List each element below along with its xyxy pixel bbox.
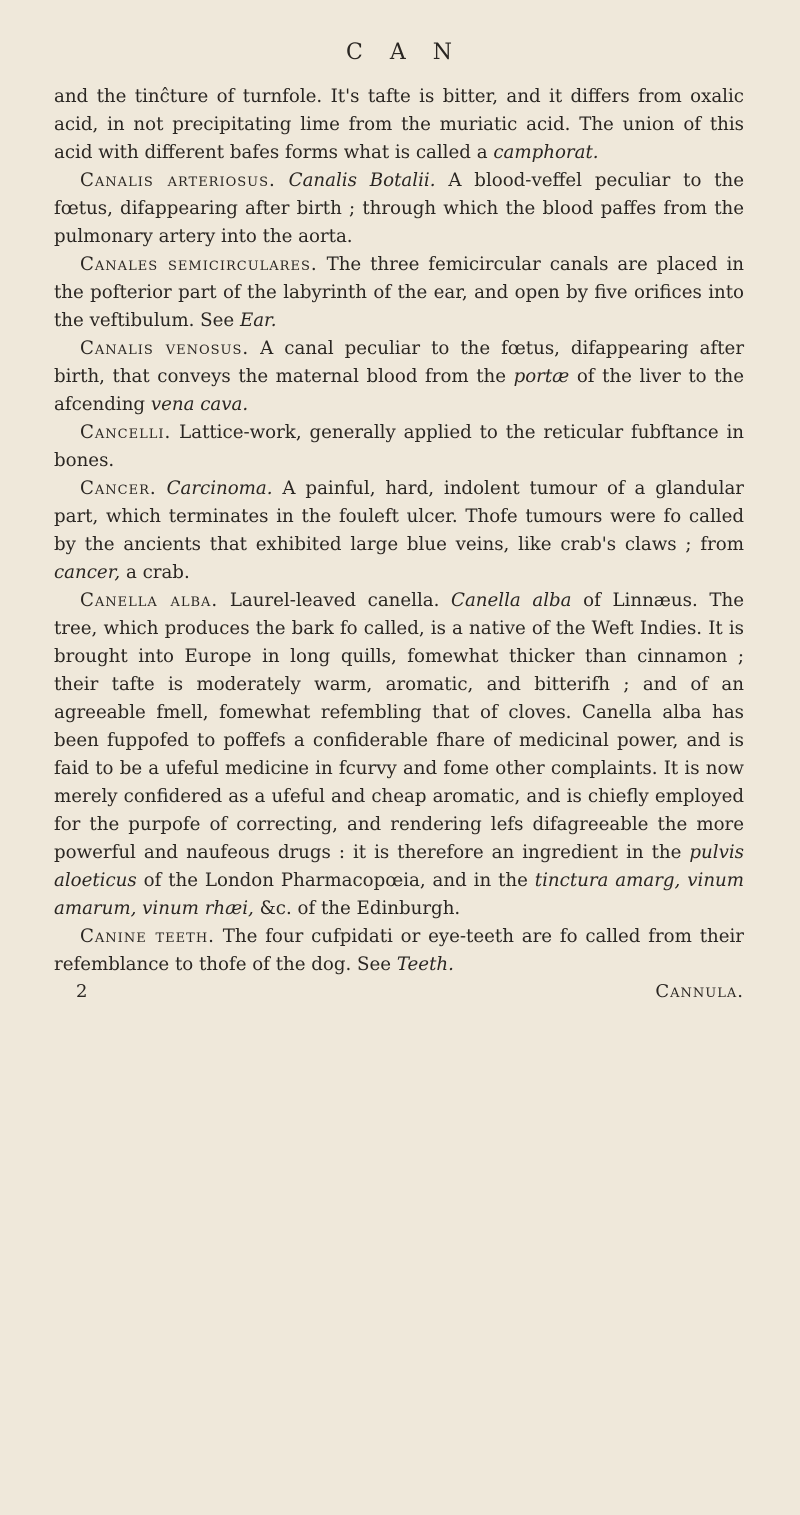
entry-text: and the tinĉture of turnfole. It's tafte is bitter, and it differs from oxalic acid, in not precipitating lime from the muriatic acid. The union of this acid with different bafes forms what is called a [54, 86, 744, 163]
signature-mark: 2 [76, 981, 88, 1002]
entry-text: The four cufpidati or eye-teeth are fo called from their refemblance to thofe of the dog. See [54, 926, 744, 975]
entry-text: of the liver to the afcending [54, 366, 744, 415]
entry-canales-semicirculares [54, 251, 744, 335]
entry-text: A blood-veffel peculiar to the fœtus, difappearing after birth ; through which the blood paffes from the pulmonary artery into the aorta. [54, 170, 745, 247]
entry-text: A canal peculiar to the fœtus, difappearing after birth, that conveys the maternal blood from the [54, 338, 745, 387]
italic-term: cancer, [54, 562, 121, 583]
entry-text [157, 478, 167, 499]
italic-term: Carcinoma. [166, 478, 273, 499]
entry-canalis-venosus [54, 335, 744, 419]
entry-text: of the London Pharmacopœia, and in the [136, 870, 535, 891]
dictionary-page [54, 40, 744, 1002]
entry-headword: Canales semicirculares. [80, 254, 318, 275]
italic-term: camphorat. [493, 142, 599, 163]
running-head: C A N [346, 40, 462, 65]
italic-term: Canalis Botalii. [288, 170, 436, 191]
entry-canella-alba [54, 587, 744, 923]
entry-cancer [54, 475, 744, 587]
entry-headword: Canine teeth. [80, 926, 215, 947]
italic-term: Ear. [239, 310, 277, 331]
italic-term: vena cava. [150, 394, 249, 415]
entry-text: A painful, hard, indolent tumour of a glandular part, which terminates in the fouleft ulcer. Thofe tumours were fo called by the ancients that exhibited large blue veins, like crab's claws ; from [54, 478, 744, 555]
italic-term: Teeth. [396, 954, 454, 975]
entry-canine-teeth [54, 923, 744, 979]
catchword: Cannula. [655, 981, 744, 1002]
entry-text: &c. of the Edinburgh. [253, 898, 461, 919]
italic-term: portæ [513, 366, 570, 387]
italic-term: pulvis aloeticus [54, 842, 744, 891]
italic-term: Canella alba [451, 590, 572, 611]
entry-text: The three femicircular canals are placed in the pofterior part of the labyrinth of the ear, and open by five orifices into the veftibulum. See [54, 254, 744, 331]
entry-canalis-arteriosus [54, 167, 744, 251]
entry-text: of Linnæus. The tree, which produces the bark fo called, is a native of the Weft Indies. It is brought into Europe in long quills, fomewhat thicker than cinnamon ; their tafte is moderately warm, aromatic, and bitterifh ; and of an agreeable fmell, fomewhat refembling that of cloves. Canella alba has been fuppofed to poffefs a confiderable fhare of medicinal power, and is faid to be a ufeful medicine in fcurvy and fome other complaints. It is now merely confidered as a ufeful and cheap aromatic, and is chiefly employed for the purpofe of correcting, and rendering lefs difagreeable the more powerful and naufeous drugs : it is therefore an ingredient in the [54, 590, 744, 863]
entry-text [276, 170, 289, 191]
entry-continuation [54, 83, 744, 167]
entry-headword: Canalis arteriosus. [80, 170, 276, 191]
entry-headword: Canella alba. [80, 590, 219, 611]
entry-headword: Cancelli. [80, 422, 172, 443]
entries-container [54, 83, 744, 979]
entry-headword: Cancer. [80, 478, 157, 499]
page-footer [54, 981, 744, 1002]
entry-text: Laurel-leaved canella. [218, 590, 452, 611]
entry-text: Lattice-work, generally applied to the reticular fubftance in bones. [54, 422, 744, 471]
entry-text: a crab. [120, 562, 190, 583]
italic-term: tinctura amarg, vinum amarum, vinum rhæi, [54, 870, 745, 919]
entry-headword: Canalis venosus. [80, 338, 250, 359]
entry-cancelli [54, 419, 744, 475]
